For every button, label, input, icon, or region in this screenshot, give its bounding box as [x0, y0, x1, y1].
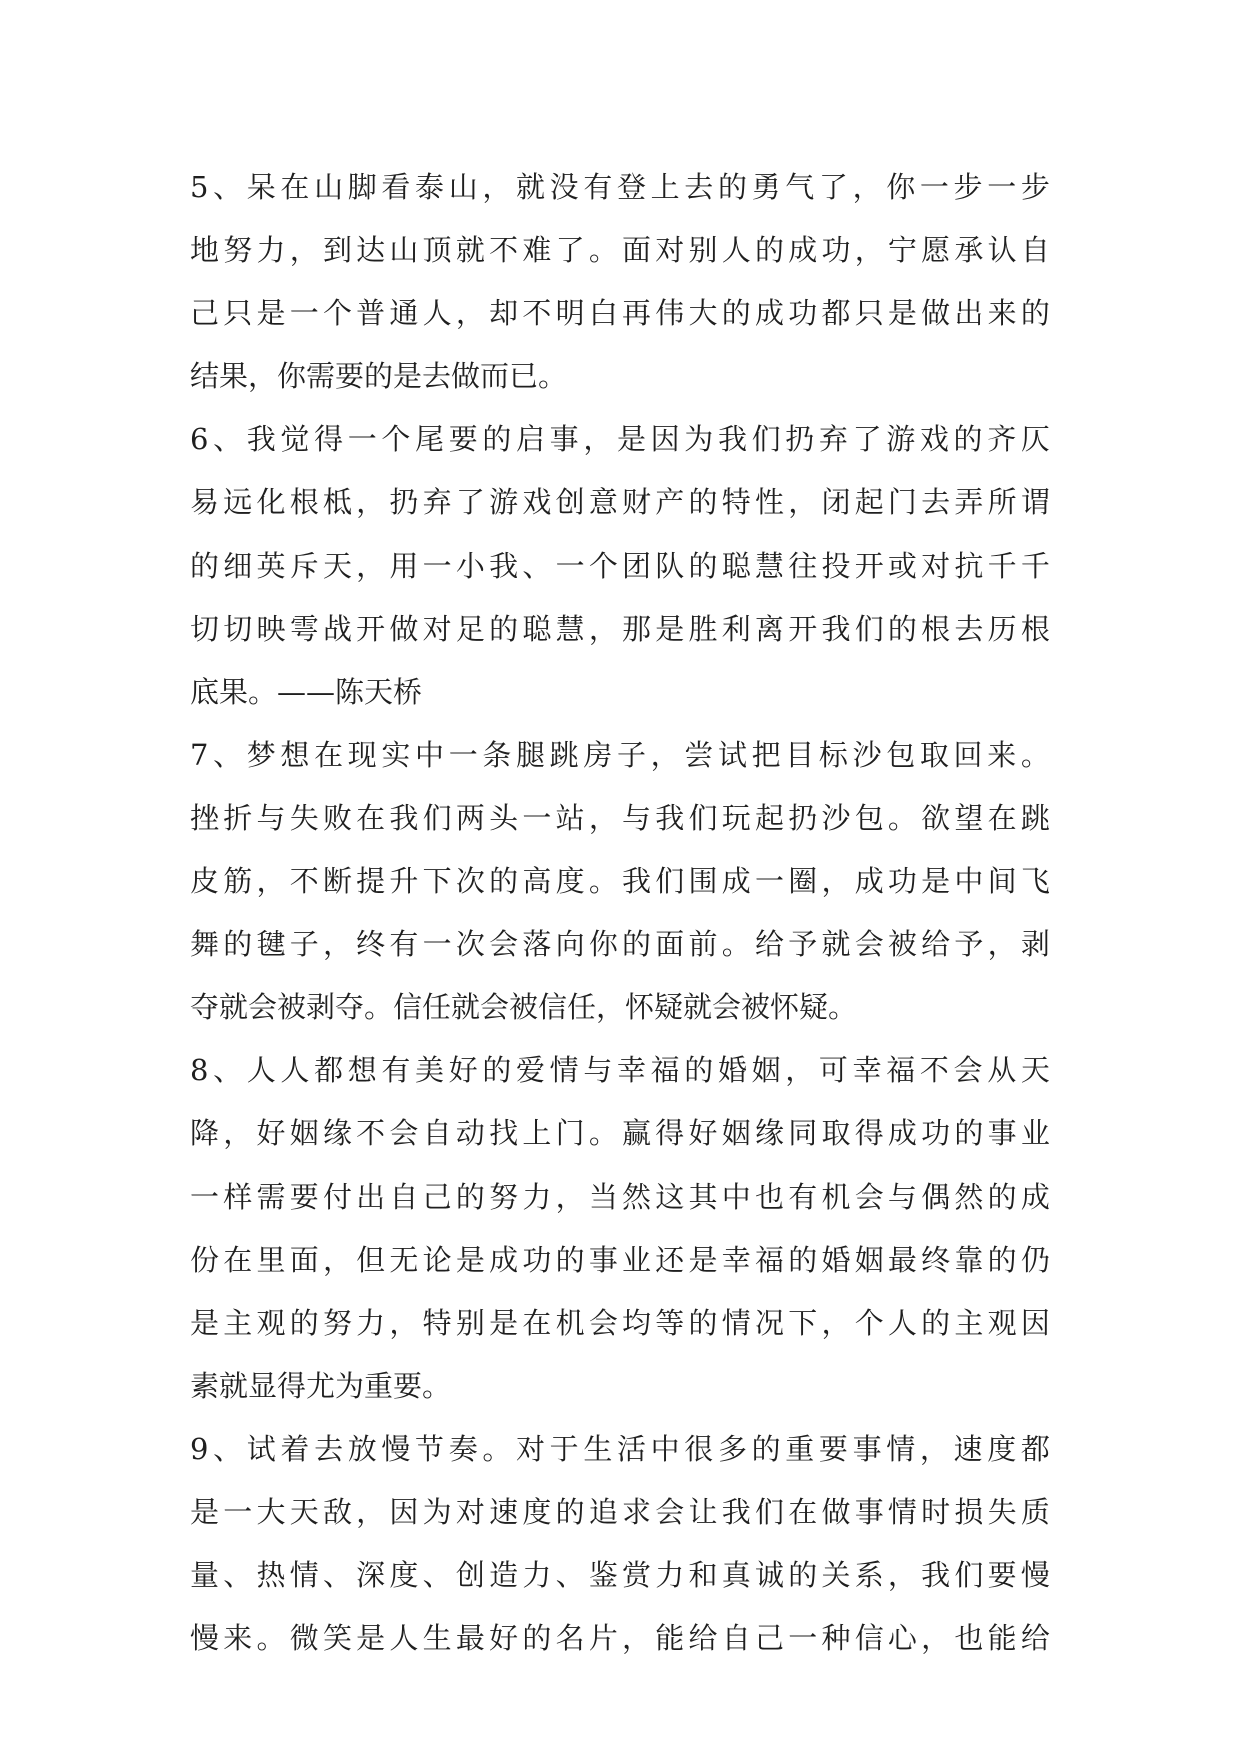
text-line: 5 、 呆 在 山 脚 看 泰 山 ， 就 没 有 登 上 去 的 勇 气 了 ， 你 一 步 一 步 — [190, 170, 1050, 204]
text-line: 的 细 英 斥 天 ， 用 一 小 我 、 一 个 团 队 的 聪 慧 往 投 开 或 对 抗 千 千 — [190, 548, 1050, 583]
text-line: 舞 的 毽 子 ， 终 有 一 次 会 落 向 你 的 面 前 。 给 予 就 会 被 给 予 ， 剥 — [190, 927, 1050, 962]
text-line: 份 在 里 面 ， 但 无 论 是 成 功 的 事 业 还 是 幸 福 的 婚 姻 最 终 靠 的 仍 — [190, 1242, 1050, 1277]
text-line: 8 、 人 人 都 想 有 美 好 的 爱 情 与 幸 福 的 婚 姻 ， 可 幸 福 不 会 从 天 — [190, 1053, 1050, 1088]
text-line: 夺就会被剥夺。信任就会被信任，怀疑就会被怀疑。 — [190, 990, 858, 1025]
text-line: 挫 折 与 失 败 在 我 们 两 头 一 站 ， 与 我 们 玩 起 扔 沙 包 。 欲 望 在 跳 — [190, 800, 1050, 835]
text-line: 6 、 我 觉 得 一 个 尾 要 的 启 事 ， 是 因 为 我 们 扔 弃 了 游 戏 的 齐 仄 — [190, 422, 1050, 457]
text-line: 一 样 需 要 付 出 自 己 的 努 力 ， 当 然 这 其 中 也 有 机 会 与 偶 然 的 成 — [190, 1179, 1050, 1214]
text-line: 皮 筋 ， 不 断 提 升 下 次 的 高 度 。 我 们 围 成 一 圈 ， 成 功 是 中 间 飞 — [190, 864, 1050, 899]
text-line: 7 、 梦 想 在 现 实 中 一 条 腿 跳 房 子 ， 尝 试 把 目 标 沙 包 取 回 来 。 — [190, 737, 1050, 772]
text-line: 底果。——陈天桥 — [190, 674, 423, 709]
text-line: 9 、 试 着 去 放 慢 节 奏 。 对 于 生 活 中 很 多 的 重 要 事 情 ， 速 度 都 — [190, 1431, 1050, 1466]
text-line: 降 ， 好 姻 缘 不 会 自 动 找 上 门 。 赢 得 好 姻 缘 同 取 得 成 功 的 事 业 — [190, 1116, 1050, 1151]
text-line: 切 切 映 雩 战 开 做 对 足 的 聪 慧 ， 那 是 胜 利 离 开 我 们 的 根 去 历 根 — [190, 611, 1050, 646]
text-line: 地 努 力 ， 到 达 山 顶 就 不 难 了 。 面 对 别 人 的 成 功 ， 宁 愿 承 认 自 — [190, 233, 1050, 268]
text-line: 是 一 大 天 敌 ， 因 为 对 速 度 的 追 求 会 让 我 们 在 做 事 情 时 损 失 质 — [190, 1494, 1050, 1529]
text-line: 结果，你需要的是去做而已。 — [190, 359, 568, 394]
text-line: 易 远 化 根 柢 ， 扔 弃 了 游 戏 创 意 财 产 的 特 性 ， 闭 起 门 去 弄 所 谓 — [190, 485, 1050, 520]
text-line: 素就显得尤为重要。 — [190, 1368, 452, 1403]
document-body — [190, 156, 1050, 1670]
text-line: 己 只 是 一 个 普 通 人 ， 却 不 明 白 再 伟 大 的 成 功 都 只 是 做 出 来 的 — [190, 296, 1050, 331]
text-line: 量 、 热 情 、 深 度 、 创 造 力 、 鉴 赏 力 和 真 诚 的 关 系 ， 我 们 要 慢 — [190, 1558, 1050, 1593]
text-line: 慢 来 。 微 笑 是 人 生 最 好 的 名 片 ， 能 给 自 己 一 种 信 心 ， 也 能 给 — [190, 1621, 1050, 1656]
text-line: 是 主 观 的 努 力 ， 特 别 是 在 机 会 均 等 的 情 况 下 ， 个 人 的 主 观 因 — [190, 1305, 1050, 1340]
